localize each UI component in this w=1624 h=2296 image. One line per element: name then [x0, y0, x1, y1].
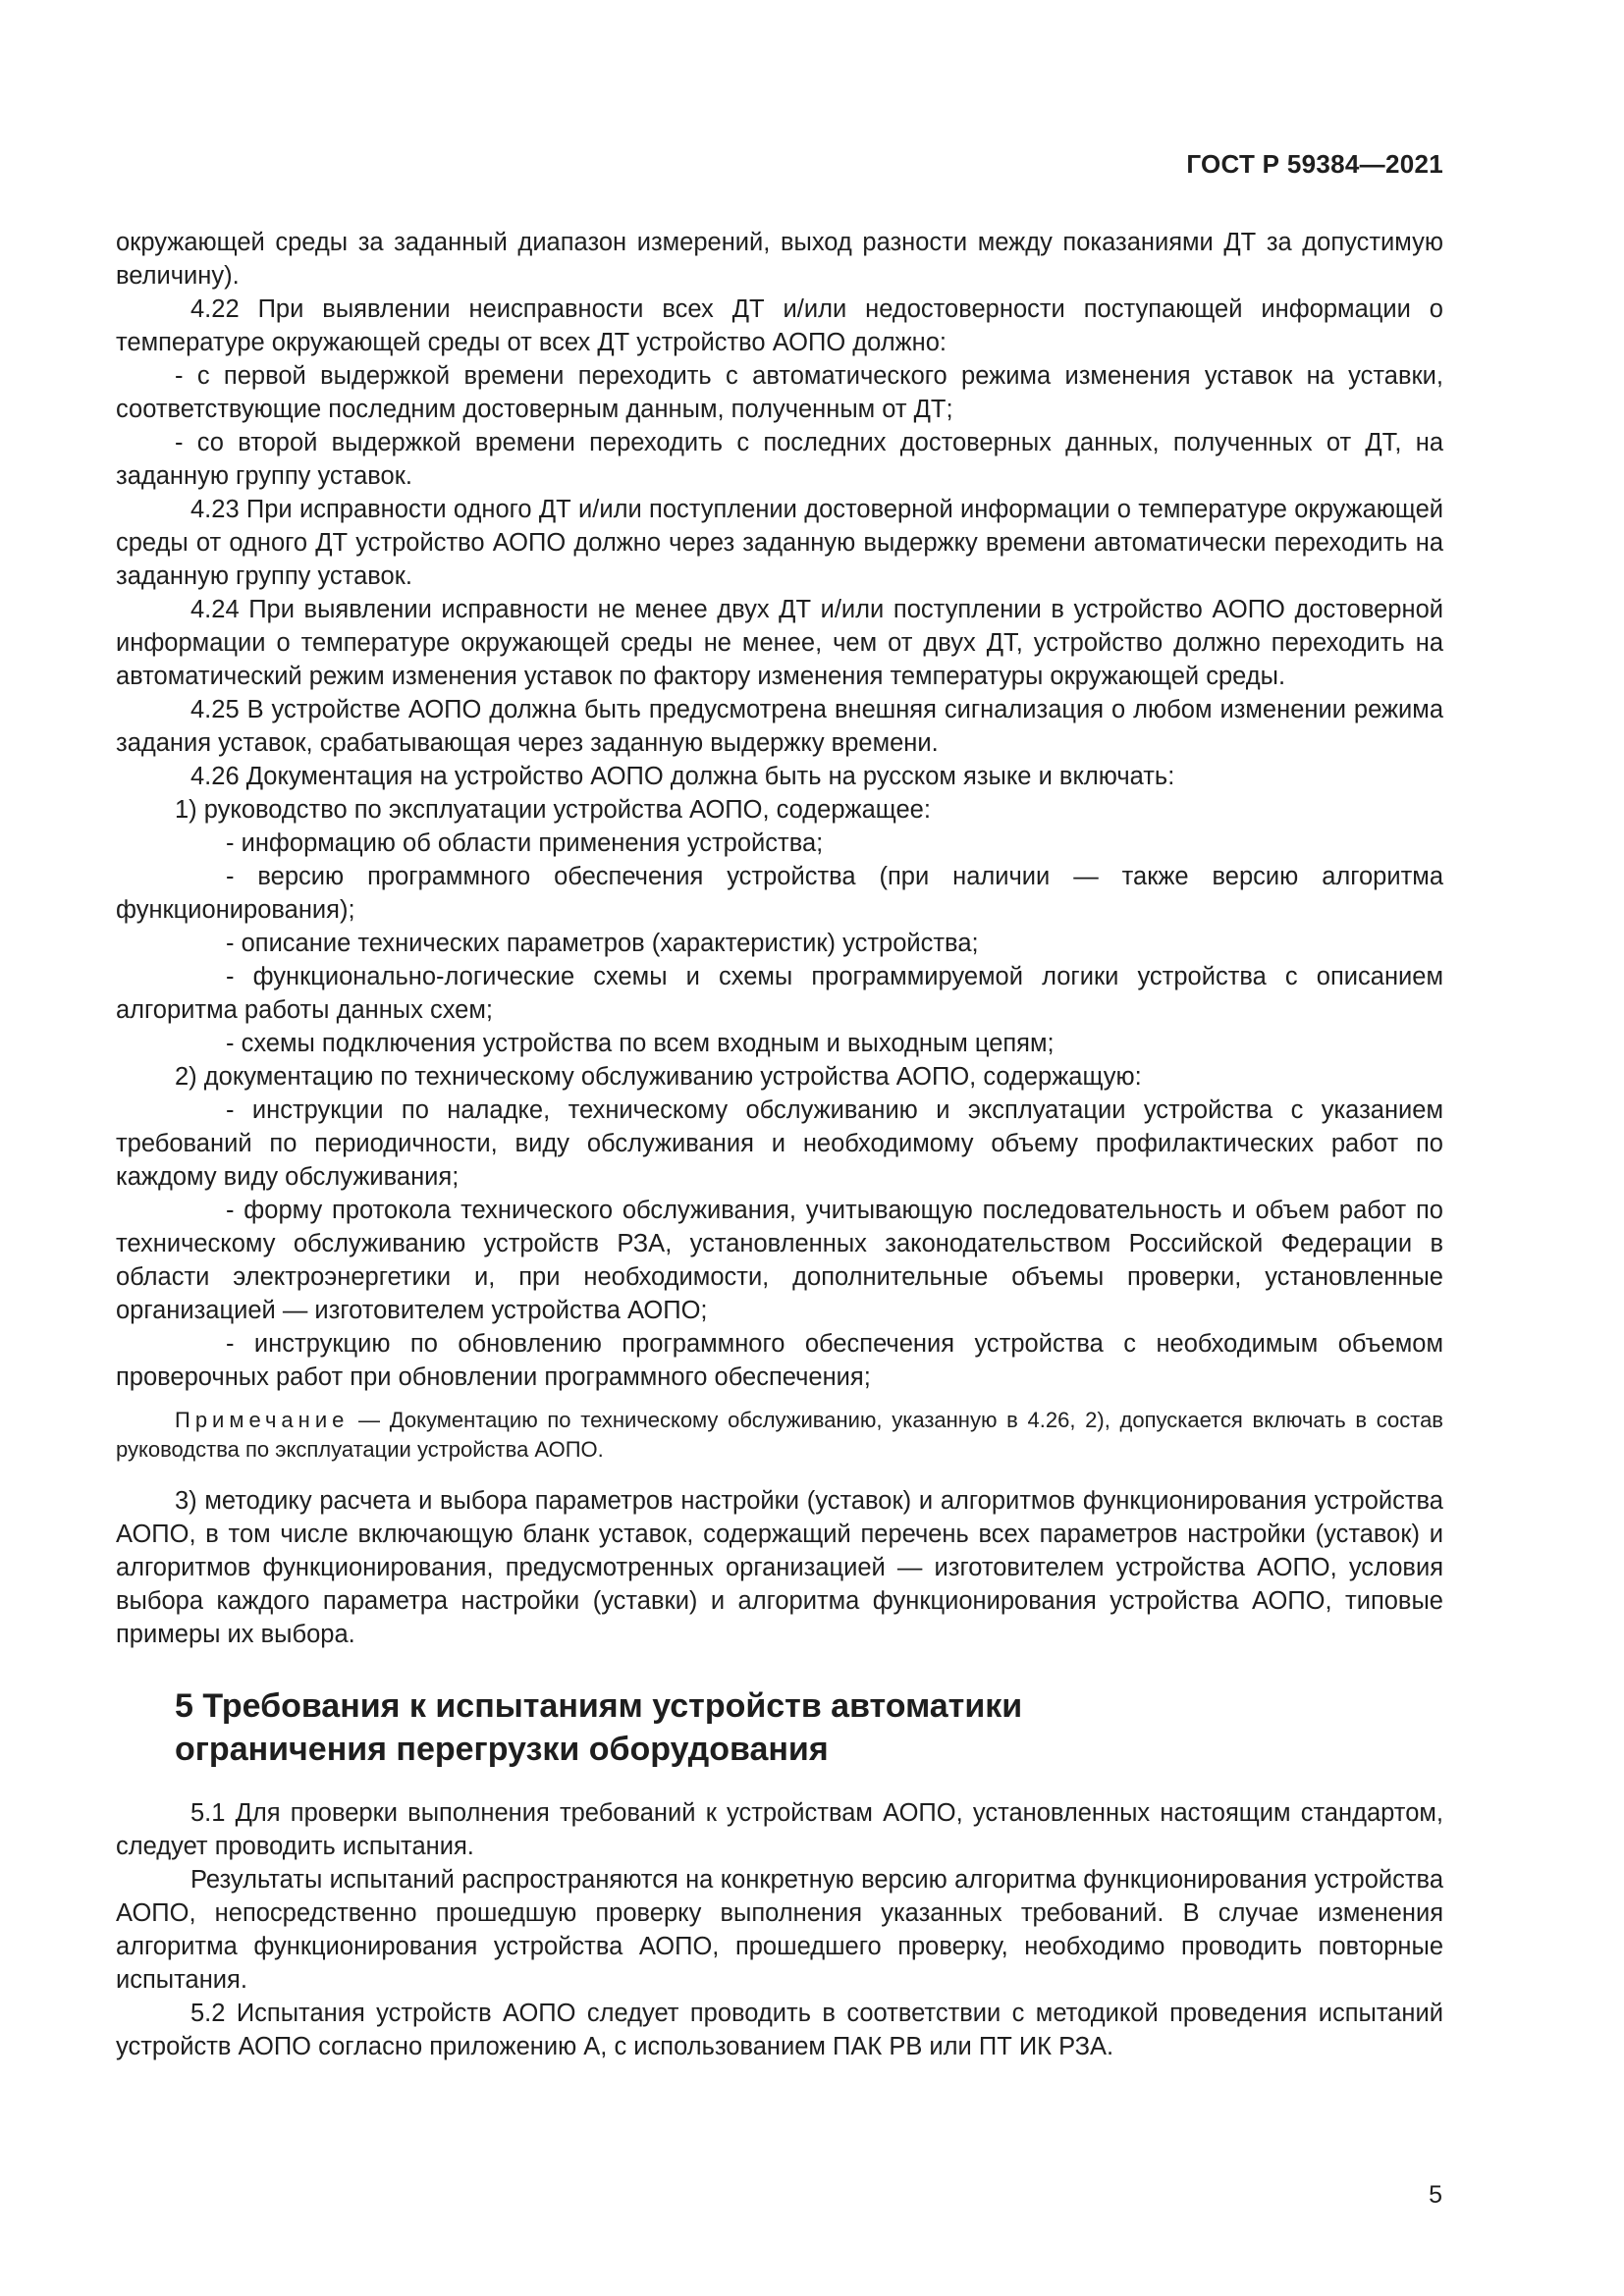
list-item-level2: - описание технических параметров (характеристик) устройства; — [226, 930, 979, 957]
paragraph-4-24: 4.24 При выявлении исправности не менее двух ДТ и/или поступлении в устройство АОПО достоверной информации о температуре окружающей среды не менее, чем от двух ДТ, устройство должно переходить на автоматический режим изменения уставок по фактору изменения температуры окружающей среды. — [116, 596, 1443, 690]
list-item-level2: - информацию об области применения устройства; — [226, 829, 824, 857]
list-item-level2: - версию программного обеспечения устройства (при наличии — также версию алгоритма функционирования); — [116, 863, 1443, 924]
list-item: - с первой выдержкой времени переходить с автоматического режима изменения уставок на уставки, соответствующие последним достоверным данным, полученным от ДТ; — [116, 362, 1443, 423]
paragraph-4-22: 4.22 При выявлении неисправности всех ДТ и/или недостоверности поступающей информации о температуре окружающей среды от всех ДТ устройство АОПО должно: — [116, 295, 1443, 356]
list-item: - со второй выдержкой времени переходить с последних достоверных данных, полученных от ДТ, на заданную группу уставок. — [116, 429, 1443, 490]
section-title-line2: ограничения перегрузки оборудования — [175, 1731, 829, 1768]
document-body — [116, 226, 1443, 2063]
document-id-header: ГОСТ Р 59384—2021 — [1186, 149, 1443, 179]
list-item-level2: - функционально-логические схемы и схемы программируемой логики устройства с описанием алгоритма работы данных схем; — [116, 963, 1443, 1024]
list-item-level2: - форму протокола технического обслуживания, учитывающую последовательность и объем работ по техническому обслуживанию устройств РЗА, установленных законодательством Российской Федерации в области электроэнергетики и, при необходимости, дополнительные объемы проверки, установленные организацией — изготовителем устройства АОПО; — [116, 1197, 1443, 1324]
paragraph-4-25: 4.25 В устройстве АОПО должна быть предусмотрена внешняя сигнализация о любом изменении режима задания уставок, срабатывающая через заданную выдержку времени. — [116, 696, 1443, 757]
section-title-line1: Требования к испытаниям устройств автоматики — [202, 1687, 1023, 1725]
list-item-level1: 2) документацию по техническому обслуживанию устройства АОПО, содержащую: — [175, 1063, 1142, 1091]
list-item-level1: 3) методику расчета и выбора параметров настройки (уставок) и алгоритмов функционирования устройства АОПО, в том числе включающую бланк уставок, содержащий перечень всех параметров настройки (уставок) и алгоритмов функционирования, предусмотренных организацией — изготовителем устройства АОПО, условия выбора каждого параметра настройки (уставки) и алгоритма функционирования устройства АОПО, типовые примеры их выбора. — [116, 1487, 1443, 1648]
note — [116, 1406, 1443, 1465]
list-item-level2: - схемы подключения устройства по всем входным и выходным цепям; — [226, 1030, 1055, 1057]
list-item-level2: - инструкции по наладке, техническому обслуживанию и эксплуатации устройства с указанием требований по периодичности, виду обслуживания и необходимому объему профилактических работ по каждому виду обслуживания; — [116, 1096, 1443, 1191]
section-heading — [175, 1684, 1443, 1771]
section-number: 5 — [175, 1687, 193, 1725]
note-label: Примечание — [175, 1408, 350, 1432]
paragraph: Результаты испытаний распространяются на конкретную версию алгоритма функционирования устройства АОПО, непосредственно прошедшую проверку выполнения указанных требований. В случае изменения алгоритма функционирования устройства АОПО, прошедшего проверку, необходимо проводить повторные испытания. — [116, 1866, 1443, 1994]
note-text: — Документацию по техническому обслуживанию, указанную в 4.26, 2), допускается включать в состав руководства по эксплуатации устройства АОПО. — [116, 1408, 1443, 1462]
list-item-level1: 1) руководство по эксплуатации устройства АОПО, содержащее: — [175, 796, 931, 824]
paragraph: окружающей среды за заданный диапазон измерений, выход разности между показаниями ДТ за допустимую величину). — [116, 229, 1443, 290]
list-item-level2: - инструкцию по обновлению программного обеспечения устройства с необходимым объемом проверочных работ при обновлении программного обеспечения; — [116, 1330, 1443, 1391]
paragraph-5-1: 5.1 Для проверки выполнения требований к устройствам АОПО, установленных настоящим стандартом, следует проводить испытания. — [116, 1799, 1443, 1860]
page-number: 5 — [1429, 2181, 1442, 2209]
paragraph-5-2: 5.2 Испытания устройств АОПО следует проводить в соответствии с методикой проведения испытаний устройств АОПО согласно приложению А, с использованием ПАК РВ или ПТ ИК РЗА. — [116, 2000, 1443, 2060]
paragraph-4-23: 4.23 При исправности одного ДТ и/или поступлении достоверной информации о температуре окружающей среды от одного ДТ устройство АОПО должно через заданную выдержку времени автоматически переходить на заданную группу уставок. — [116, 496, 1443, 590]
paragraph-4-26: 4.26 Документация на устройство АОПО должна быть на русском языке и включать: — [190, 763, 1175, 790]
